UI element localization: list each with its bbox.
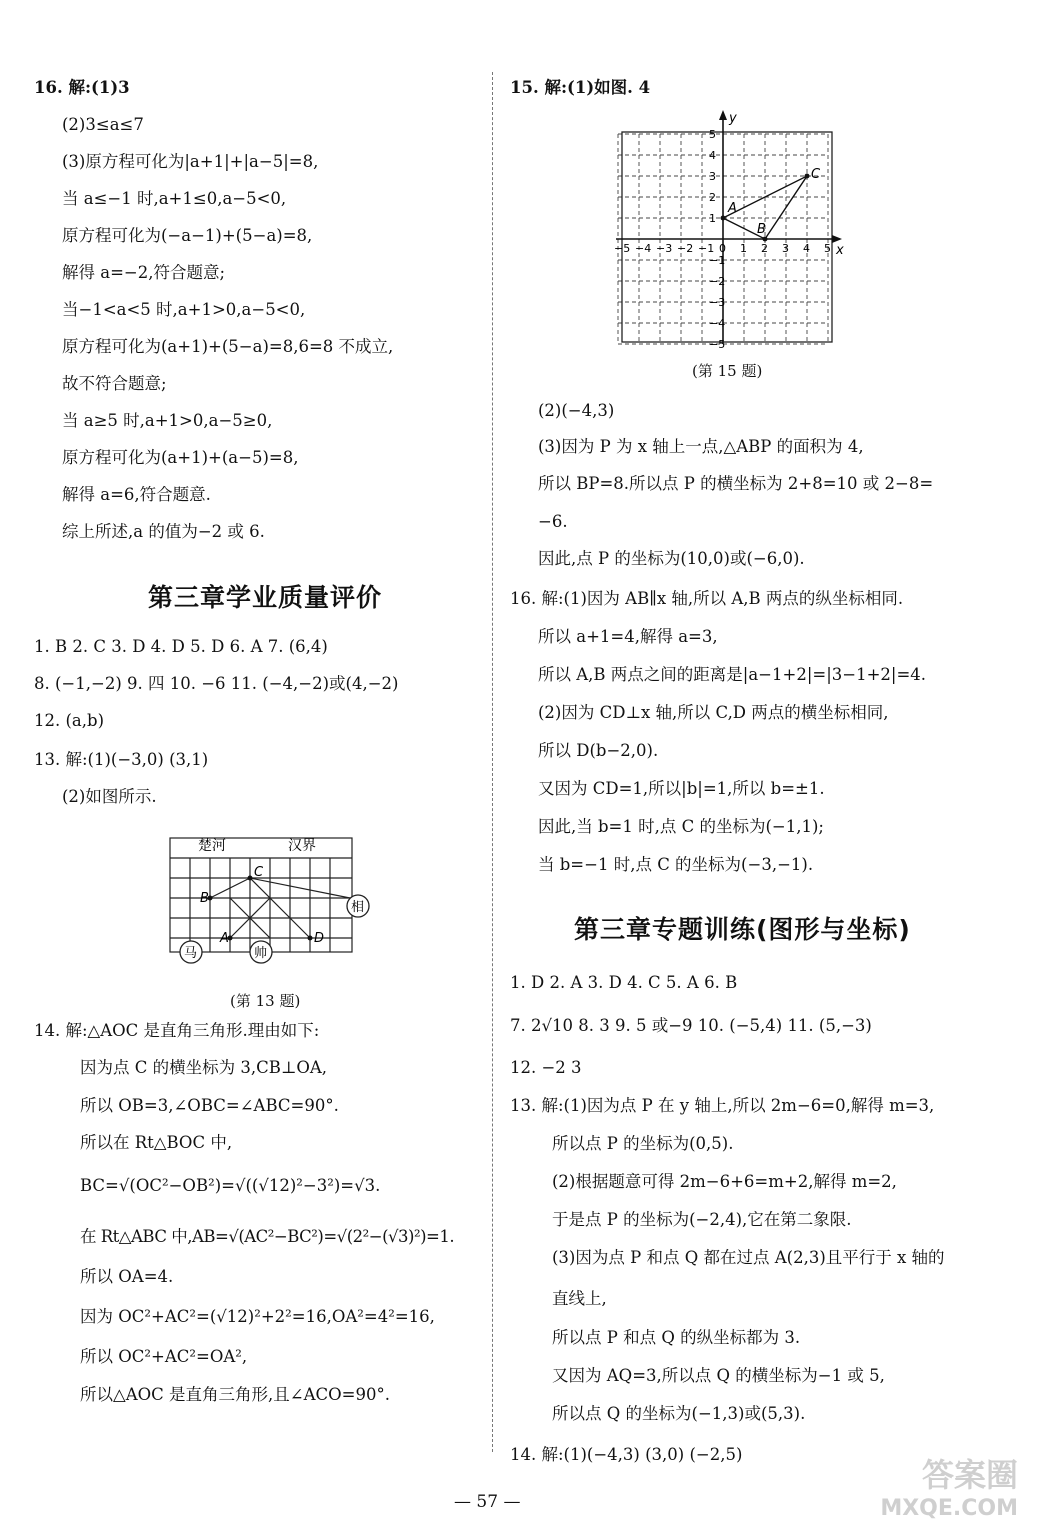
figure-13-chessboard (160, 832, 380, 972)
q14-line: 所以 OC²+AC²=OA², (80, 1347, 248, 1366)
y-tick-label: −3 (709, 296, 726, 309)
q16-line: 当−1<a<5 时,a+1>0,a−5<0, (62, 300, 306, 319)
q13-line: 又因为 AQ=3,所以点 Q 的横坐标为−1 或 5, (552, 1366, 885, 1385)
q16-line: 因此,当 b=1 时,点 C 的坐标为(−1,1); (538, 817, 824, 836)
board-border (170, 838, 352, 952)
point-c-label: C (811, 167, 821, 182)
q14-line: 因为 OC²+AC²=(√12)²+2²=16,OA²=4²=16, (80, 1307, 435, 1326)
q15-line: 所以 BP=8.所以点 P 的横坐标为 2+8=10 或 2−8= (538, 474, 934, 493)
q16-line: 原方程可化为(−a−1)+(5−a)=8, (62, 226, 313, 245)
q14-line: 14. 解:(1)(−4,3) (3,0) (−2,5) (510, 1445, 743, 1464)
point-a-label: A (220, 931, 229, 946)
watermark (880, 1458, 1018, 1526)
q16-line: 解得 a=6,符合题意. (62, 485, 211, 504)
y-tick-label: 2 (709, 191, 716, 204)
answer-line: 12. −2 3 (510, 1058, 582, 1077)
q13-line: (3)因为点 P 和点 Q 都在过点 A(2,3)且平行于 x 轴的 (552, 1248, 945, 1267)
x-tick-label: 5 (824, 242, 831, 255)
q15-line: 因此,点 P 的坐标为(10,0)或(−6,0). (538, 549, 805, 568)
point-c (805, 174, 810, 179)
q16-line: 原方程可化为(a+1)+(5−a)=8,6=8 不成立, (62, 337, 394, 356)
x-tick-label: −5 (614, 242, 631, 255)
figure-13-caption: (第 13 题) (230, 992, 301, 1010)
y-tick-label: 1 (709, 212, 716, 225)
q16-line: 综上所述,a 的值为−2 或 6. (62, 522, 265, 541)
y-tick-label: −1 (709, 254, 726, 267)
q14-line: 因为点 C 的横坐标为 3,CB⊥OA, (80, 1058, 328, 1077)
y-tick-label: −5 (709, 338, 726, 351)
q13-line: 所以点 Q 的坐标为(−1,3)或(5,3). (552, 1404, 806, 1423)
y-tick-label: 4 (709, 149, 716, 162)
piece-shuai: 帅 (254, 946, 268, 961)
river-label-left: 楚河 (198, 838, 226, 854)
page-number: — 57 — (454, 1492, 521, 1512)
answer-line: 7. 2√10 8. 3 9. 5 或−9 10. (−5,4) 11. (5,−3) (510, 1016, 872, 1035)
q13-line: 直线上, (552, 1289, 607, 1308)
q16-line: (2)3≤a≤7 (62, 115, 144, 134)
x-tick-label: −2 (677, 242, 694, 255)
q14-line: 所以在 Rt△BOC 中, (80, 1133, 233, 1152)
q16-line: 所以 a+1=4,解得 a=3, (538, 627, 718, 646)
q14-line: 所以 OB=3,∠OBC=∠ABC=90°. (80, 1096, 339, 1115)
section-title-assessment: 第三章学业质量评价 (148, 583, 383, 612)
answer-line: 1. D 2. A 3. D 4. C 5. A 6. B (510, 973, 738, 992)
section-title-training: 第三章专题训练(图形与坐标) (574, 915, 911, 944)
answer-line: 13. 解:(1)(−3,0) (3,1) (34, 750, 209, 769)
x-tick-label: −4 (635, 242, 652, 255)
y-axis-label: y (729, 111, 737, 126)
q14-line: 14. 解:△AOC 是直角三角形.理由如下: (34, 1021, 320, 1040)
y-tick-label: 5 (709, 128, 716, 141)
q16-line: 又因为 CD=1,所以|b|=1,所以 b=±1. (538, 779, 825, 798)
q13-line: 13. 解:(1)因为点 P 在 y 轴上,所以 2m−6=0,解得 m=3, (510, 1096, 935, 1115)
q16-line: 故不符合题意; (62, 374, 167, 393)
x-tick-label: 3 (782, 242, 789, 255)
point-c-label: C (254, 865, 264, 880)
piece-xiang: 相 (351, 900, 365, 915)
point-b (763, 237, 768, 242)
figure-15-coordinate-grid (602, 108, 852, 358)
q13-line: 于是点 P 的坐标为(−2,4),它在第二象限. (552, 1210, 852, 1229)
point-d-label: D (314, 931, 325, 946)
q14-line: 所以△AOC 是直角三角形,且∠ACO=90°. (80, 1385, 390, 1404)
x-tick-label: 1 (740, 242, 747, 255)
y-tick-label: −4 (709, 317, 726, 330)
answer-line: 12. (a,b) (34, 711, 105, 730)
q16-line: 解得 a=−2,符合题意; (62, 263, 226, 282)
q13-line: 所以点 P 和点 Q 的纵坐标都为 3. (552, 1328, 801, 1347)
watermark-logo-text: 答案圈 (921, 1456, 1018, 1494)
q15-line: −6. (538, 512, 568, 531)
q14-line: 所以 OA=4. (80, 1267, 174, 1286)
answer-line: (2)如图所示. (62, 787, 157, 806)
q16-line: (2)因为 CD⊥x 轴,所以 C,D 两点的横坐标相同, (538, 703, 889, 722)
q16-line: 16. 解:(1)3 (34, 78, 130, 97)
q15-head: 15. 解:(1)如图. 4 (510, 78, 651, 97)
x-tick-label: 4 (803, 242, 810, 255)
point-a (721, 216, 726, 221)
answer-line: 1. B 2. C 3. D 4. D 5. D 6. A 7. (6,4) (34, 637, 328, 656)
y-tick-label: −2 (709, 275, 726, 288)
q16-line: 当 b=−1 时,点 C 的坐标为(−3,−1). (538, 855, 814, 874)
answer-line: 8. (−1,−2) 9. 四 10. −6 11. (−4,−2)或(4,−2) (34, 674, 399, 693)
figure-15-caption: (第 15 题) (692, 362, 763, 380)
q16-line: 所以 D(b−2,0). (538, 741, 659, 760)
q15-line: (3)因为 P 为 x 轴上一点,△ABP 的面积为 4, (538, 437, 864, 456)
x-tick-label: 0 (719, 242, 726, 255)
q16-line: 原方程可化为(a+1)+(a−5)=8, (62, 448, 299, 467)
x-tick-label: −1 (698, 242, 715, 255)
point-b-label: B (757, 222, 766, 237)
x-axis-label: x (836, 243, 844, 258)
q16-line: 所以 A,B 两点之间的距离是|a−1+2|=|3−1+2|=4. (538, 665, 927, 684)
q14-line: 在 Rt△ABC 中,AB=√(AC²−BC²)=√(2²−(√3)²)=1. (80, 1227, 455, 1246)
q15-line: (2)(−4,3) (538, 401, 615, 420)
x-tick-label: 2 (761, 242, 768, 255)
q13-line: 所以点 P 的坐标为(0,5). (552, 1134, 734, 1153)
piece-ma: 马 (184, 946, 198, 961)
q16-line: (3)原方程可化为|a+1|+|a−5|=8, (62, 152, 319, 171)
river-label-right: 汉界 (288, 838, 316, 854)
q14-line: BC=√(OC²−OB²)=√((√12)²−3²)=√3. (80, 1176, 381, 1195)
y-tick-label: 3 (709, 170, 716, 183)
q13-line: (2)根据题意可得 2m−6+6=m+2,解得 m=2, (552, 1172, 897, 1191)
q16-line: 当 a≤−1 时,a+1≤0,a−5<0, (62, 189, 287, 208)
point-a-label: A (728, 201, 737, 216)
column-divider (492, 72, 493, 1452)
watermark-url: MXQE.COM (880, 1496, 1018, 1521)
x-tick-label: −3 (656, 242, 673, 255)
grid-border (622, 132, 832, 342)
point-b-label: B (200, 891, 209, 906)
q16-line: 当 a≥5 时,a+1>0,a−5≥0, (62, 411, 273, 430)
q16-line: 16. 解:(1)因为 AB∥x 轴,所以 A,B 两点的纵坐标相同. (510, 589, 904, 608)
